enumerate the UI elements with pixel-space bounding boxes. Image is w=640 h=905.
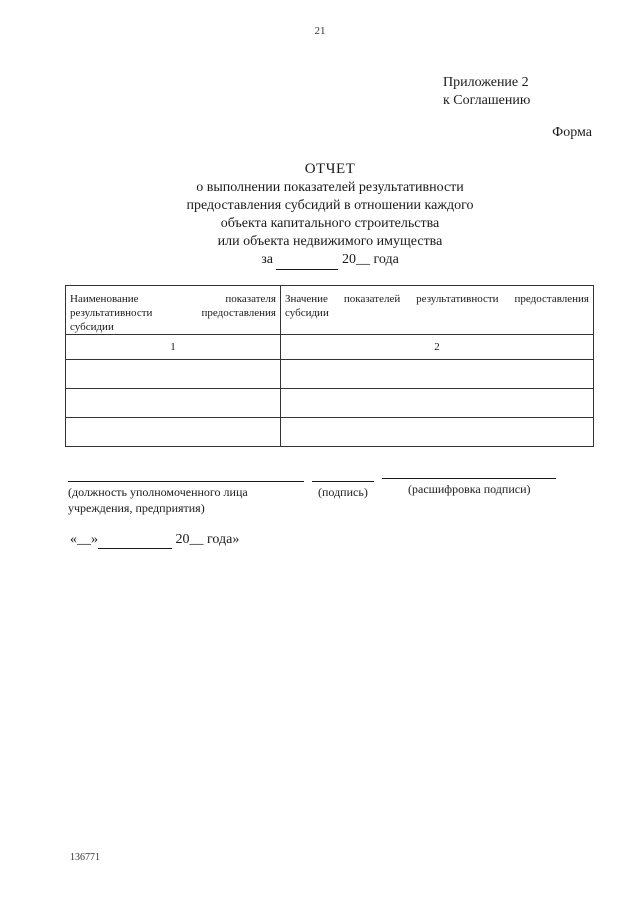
period-year: 20__ [341,252,370,267]
indicators-table [65,285,594,447]
table-row [66,360,594,389]
column-number-2: 2 [281,335,594,360]
signature-caption: (подпись) [318,485,368,499]
signature-decode-line[interactable] [382,478,556,479]
period-blank-field[interactable] [276,251,338,270]
column-header-indicator-name: Наименование показателя результативности предоставления субсидии [66,286,281,335]
appendix-line-2: к Соглашению [443,93,531,108]
title-line-2: предоставления субсидий в отношении каждого [186,198,474,213]
position-signature-line[interactable] [68,481,304,482]
table-row [66,418,594,447]
table-header-row [66,286,594,335]
title-line-1: о выполнении показателей результативности [196,180,464,195]
document-code: 136771 [70,852,100,863]
report-title: ОТЧЕТ [304,161,356,177]
table-cell[interactable] [66,389,281,418]
table-cell[interactable] [281,360,594,389]
table-cell[interactable] [66,418,281,447]
date-month-blank-field[interactable] [98,532,172,549]
form-label: Форма [552,125,592,140]
date-suffix: года» [207,532,240,547]
report-period [0,251,640,270]
column-header-indicator-value: Значение показателей результативности предоставления субсидии [281,286,594,335]
table-cell[interactable] [66,360,281,389]
title-line-3: объекта капитального строительства [220,216,440,231]
title-line-4: или объекта недвижимого имущества [217,234,443,249]
period-prefix: за [261,252,273,267]
signature-decode-caption: (расшифровка подписи) [408,482,531,496]
table-column-numbers-row [66,335,594,360]
page-number: 21 [314,25,326,37]
position-caption-line-2: учреждения, предприятия) [68,501,205,515]
table-cell[interactable] [281,389,594,418]
signing-date [70,532,239,549]
position-caption [68,484,248,516]
appendix-reference [443,74,530,110]
column-number-1: 1 [66,335,281,360]
date-year: 20__ [175,532,204,547]
signature-line[interactable] [312,481,374,482]
date-day: «__» [70,532,98,547]
table-cell[interactable] [281,418,594,447]
period-suffix: года [373,252,399,267]
position-caption-line-1: (должность уполномоченного лица [68,485,248,499]
table-row [66,389,594,418]
report-title-block [0,160,640,270]
appendix-line-1: Приложение 2 [443,75,529,90]
